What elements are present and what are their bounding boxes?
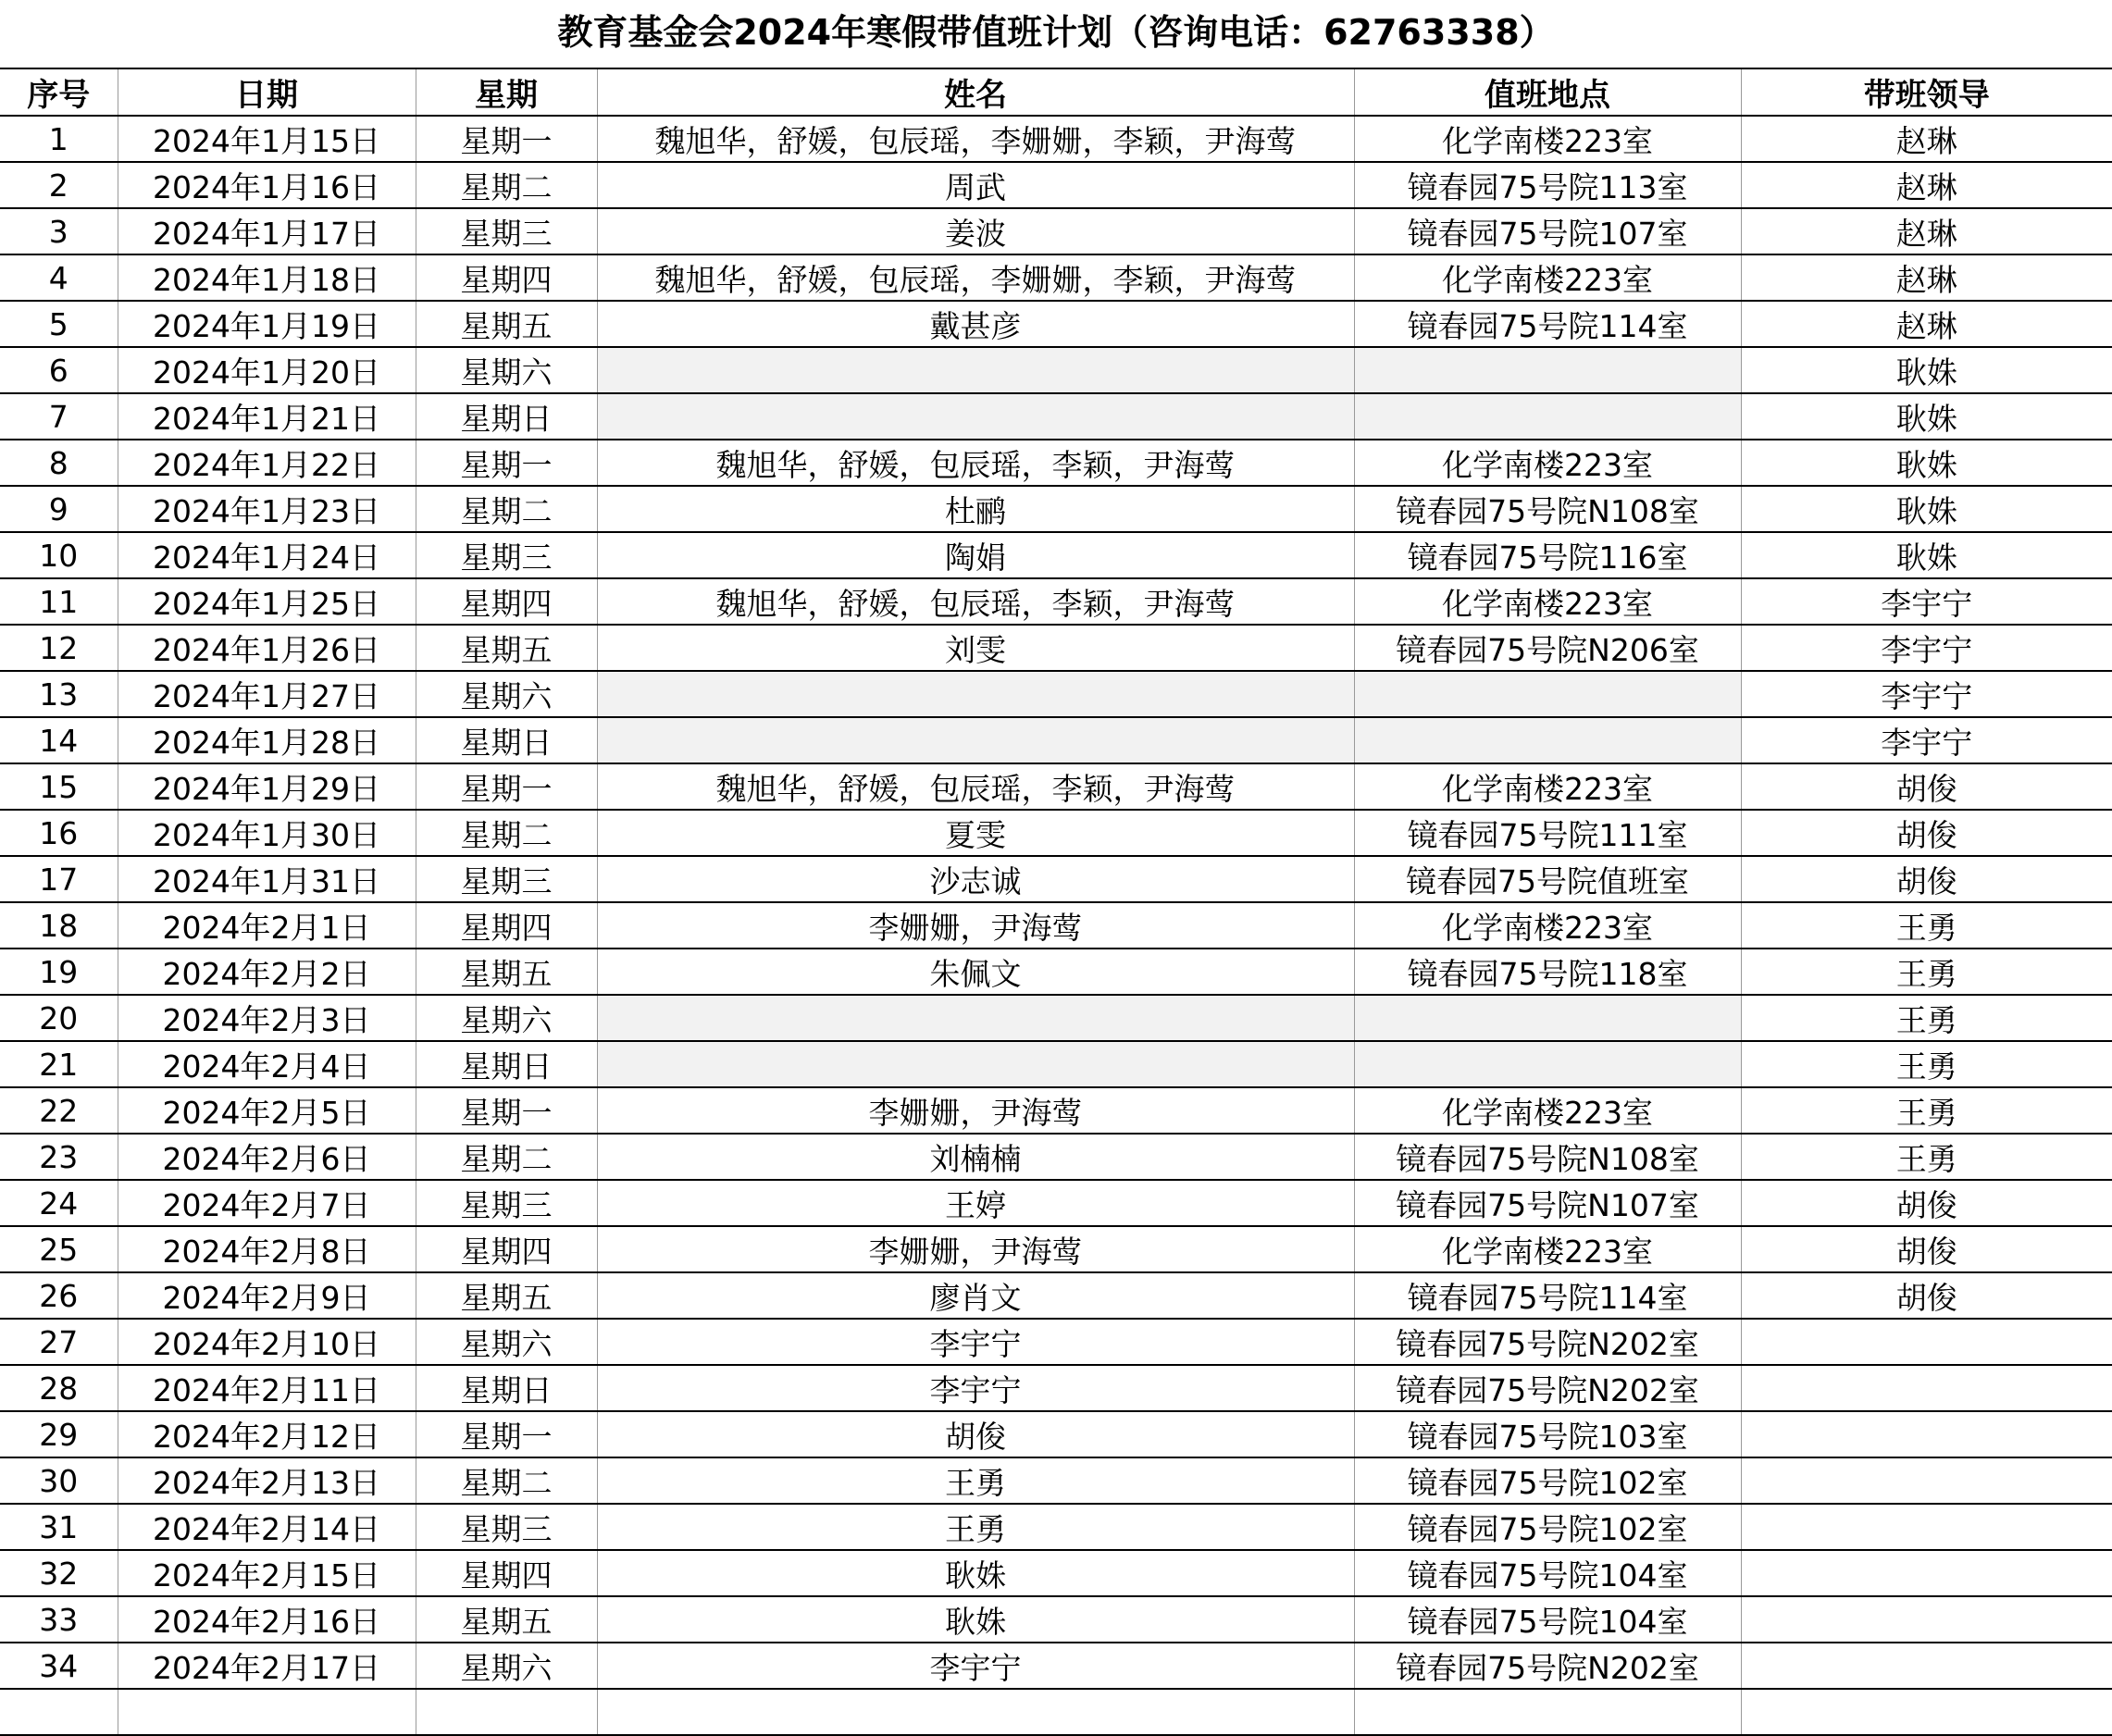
filler-cell bbox=[597, 1689, 1354, 1735]
cell-names: 王婷 bbox=[597, 1180, 1354, 1226]
cell-location: 化学南楼223室 bbox=[1354, 763, 1741, 810]
cell-weekday: 星期一 bbox=[416, 116, 597, 162]
cell-date: 2024年2月15日 bbox=[118, 1550, 416, 1596]
cell-index: 33 bbox=[0, 1596, 118, 1643]
cell-leader bbox=[1741, 1411, 2112, 1457]
cell-weekday: 星期日 bbox=[416, 1365, 597, 1411]
cell-index: 31 bbox=[0, 1504, 118, 1550]
cell-names bbox=[597, 1041, 1354, 1087]
cell-date: 2024年1月30日 bbox=[118, 810, 416, 856]
header-weekday: 星期 bbox=[416, 68, 597, 116]
cell-leader: 王勇 bbox=[1741, 1041, 2112, 1087]
cell-leader: 耿姝 bbox=[1741, 347, 2112, 393]
cell-names: 李宇宁 bbox=[597, 1319, 1354, 1365]
cell-names: 王勇 bbox=[597, 1504, 1354, 1550]
cell-date: 2024年2月14日 bbox=[118, 1504, 416, 1550]
cell-weekday: 星期五 bbox=[416, 949, 597, 995]
table-row bbox=[0, 1550, 2112, 1596]
cell-index: 20 bbox=[0, 995, 118, 1041]
table-row bbox=[0, 810, 2112, 856]
cell-date: 2024年1月15日 bbox=[118, 116, 416, 162]
cell-location: 镜春园75号院102室 bbox=[1354, 1504, 1741, 1550]
cell-names: 胡俊 bbox=[597, 1411, 1354, 1457]
header-index: 序号 bbox=[0, 68, 118, 116]
cell-location: 镜春园75号院N108室 bbox=[1354, 486, 1741, 532]
table-body bbox=[0, 116, 2112, 1735]
table-row bbox=[0, 1319, 2112, 1365]
table-row bbox=[0, 393, 2112, 440]
cell-location bbox=[1354, 393, 1741, 440]
filler-cell bbox=[0, 1689, 118, 1735]
cell-index: 19 bbox=[0, 949, 118, 995]
cell-date: 2024年1月20日 bbox=[118, 347, 416, 393]
cell-date: 2024年2月13日 bbox=[118, 1457, 416, 1504]
cell-names: 沙志诚 bbox=[597, 856, 1354, 902]
table-row bbox=[0, 1457, 2112, 1504]
cell-names: 陶娟 bbox=[597, 532, 1354, 578]
cell-location bbox=[1354, 717, 1741, 763]
cell-leader bbox=[1741, 1319, 2112, 1365]
cell-weekday: 星期二 bbox=[416, 162, 597, 208]
header-leader: 带班领导 bbox=[1741, 68, 2112, 116]
cell-weekday: 星期日 bbox=[416, 393, 597, 440]
cell-names: 魏旭华，舒媛，包辰瑶，李姗姗，李颖，尹海莺 bbox=[597, 116, 1354, 162]
filler-cell bbox=[1741, 1689, 2112, 1735]
cell-names bbox=[597, 347, 1354, 393]
cell-location: 镜春园75号院114室 bbox=[1354, 301, 1741, 347]
cell-index: 14 bbox=[0, 717, 118, 763]
cell-date: 2024年1月21日 bbox=[118, 393, 416, 440]
table-row bbox=[0, 578, 2112, 625]
cell-leader bbox=[1741, 1504, 2112, 1550]
header-names: 姓名 bbox=[597, 68, 1354, 116]
cell-location bbox=[1354, 671, 1741, 717]
cell-leader bbox=[1741, 1365, 2112, 1411]
cell-date: 2024年2月3日 bbox=[118, 995, 416, 1041]
table-row bbox=[0, 902, 2112, 949]
cell-names: 杜鹂 bbox=[597, 486, 1354, 532]
cell-weekday: 星期三 bbox=[416, 856, 597, 902]
table-row bbox=[0, 949, 2112, 995]
cell-names: 戴甚彦 bbox=[597, 301, 1354, 347]
table-row bbox=[0, 717, 2112, 763]
cell-leader bbox=[1741, 1457, 2112, 1504]
cell-location bbox=[1354, 995, 1741, 1041]
cell-location bbox=[1354, 347, 1741, 393]
cell-location: 镜春园75号院104室 bbox=[1354, 1596, 1741, 1643]
cell-location: 镜春园75号院116室 bbox=[1354, 532, 1741, 578]
table-row bbox=[0, 625, 2112, 671]
cell-leader bbox=[1741, 1596, 2112, 1643]
cell-index: 24 bbox=[0, 1180, 118, 1226]
cell-index: 2 bbox=[0, 162, 118, 208]
cell-index: 5 bbox=[0, 301, 118, 347]
page-title: 教育基金会2024年寒假带值班计划（咨询电话：62763338） bbox=[557, 12, 1555, 53]
cell-leader: 王勇 bbox=[1741, 995, 2112, 1041]
table-row bbox=[0, 995, 2112, 1041]
cell-names: 刘雯 bbox=[597, 625, 1354, 671]
table-row bbox=[0, 1087, 2112, 1134]
cell-names: 李宇宁 bbox=[597, 1365, 1354, 1411]
cell-index: 34 bbox=[0, 1643, 118, 1689]
cell-weekday: 星期五 bbox=[416, 301, 597, 347]
cell-location: 镜春园75号院118室 bbox=[1354, 949, 1741, 995]
cell-leader: 赵琳 bbox=[1741, 254, 2112, 301]
table-row bbox=[0, 1180, 2112, 1226]
cell-index: 12 bbox=[0, 625, 118, 671]
cell-location: 镜春园75号院102室 bbox=[1354, 1457, 1741, 1504]
filler-cell bbox=[118, 1689, 416, 1735]
cell-leader bbox=[1741, 1550, 2112, 1596]
cell-weekday: 星期二 bbox=[416, 810, 597, 856]
header-row bbox=[0, 68, 2112, 116]
table-row bbox=[0, 347, 2112, 393]
cell-index: 10 bbox=[0, 532, 118, 578]
cell-index: 25 bbox=[0, 1226, 118, 1272]
cell-names: 周武 bbox=[597, 162, 1354, 208]
cell-location: 镜春园75号院107室 bbox=[1354, 208, 1741, 254]
cell-date: 2024年1月27日 bbox=[118, 671, 416, 717]
cell-leader: 王勇 bbox=[1741, 902, 2112, 949]
table-row bbox=[0, 1365, 2112, 1411]
cell-leader: 耿姝 bbox=[1741, 393, 2112, 440]
cell-leader: 赵琳 bbox=[1741, 208, 2112, 254]
cell-leader: 赵琳 bbox=[1741, 116, 2112, 162]
cell-index: 4 bbox=[0, 254, 118, 301]
cell-names: 李姗姗，尹海莺 bbox=[597, 902, 1354, 949]
table-row bbox=[0, 116, 2112, 162]
cell-location: 镜春园75号院值班室 bbox=[1354, 856, 1741, 902]
cell-location: 镜春园75号院N202室 bbox=[1354, 1319, 1741, 1365]
cell-location: 镜春园75号院114室 bbox=[1354, 1272, 1741, 1319]
cell-weekday: 星期三 bbox=[416, 1180, 597, 1226]
cell-date: 2024年2月4日 bbox=[118, 1041, 416, 1087]
table-row bbox=[0, 486, 2112, 532]
cell-weekday: 星期一 bbox=[416, 1087, 597, 1134]
cell-leader: 赵琳 bbox=[1741, 301, 2112, 347]
cell-date: 2024年1月31日 bbox=[118, 856, 416, 902]
cell-location: 镜春园75号院N202室 bbox=[1354, 1365, 1741, 1411]
cell-index: 28 bbox=[0, 1365, 118, 1411]
cell-location: 镜春园75号院103室 bbox=[1354, 1411, 1741, 1457]
cell-date: 2024年1月22日 bbox=[118, 440, 416, 486]
cell-names: 李姗姗，尹海莺 bbox=[597, 1226, 1354, 1272]
header-date: 日期 bbox=[118, 68, 416, 116]
cell-leader: 王勇 bbox=[1741, 1134, 2112, 1180]
filler-row bbox=[0, 1689, 2112, 1735]
cell-location: 镜春园75号院N108室 bbox=[1354, 1134, 1741, 1180]
cell-weekday: 星期一 bbox=[416, 1411, 597, 1457]
cell-names: 廖肖文 bbox=[597, 1272, 1354, 1319]
cell-index: 16 bbox=[0, 810, 118, 856]
cell-index: 27 bbox=[0, 1319, 118, 1365]
cell-date: 2024年1月25日 bbox=[118, 578, 416, 625]
cell-date: 2024年2月1日 bbox=[118, 902, 416, 949]
cell-index: 6 bbox=[0, 347, 118, 393]
table-row bbox=[0, 1504, 2112, 1550]
cell-index: 3 bbox=[0, 208, 118, 254]
cell-index: 22 bbox=[0, 1087, 118, 1134]
cell-names: 朱佩文 bbox=[597, 949, 1354, 995]
cell-leader: 耿姝 bbox=[1741, 532, 2112, 578]
cell-names: 魏旭华，舒媛，包辰瑶，李颖，尹海莺 bbox=[597, 440, 1354, 486]
table-row bbox=[0, 254, 2112, 301]
cell-date: 2024年2月12日 bbox=[118, 1411, 416, 1457]
cell-names: 刘楠楠 bbox=[597, 1134, 1354, 1180]
cell-weekday: 星期四 bbox=[416, 578, 597, 625]
cell-weekday: 星期三 bbox=[416, 1504, 597, 1550]
table-row bbox=[0, 301, 2112, 347]
cell-index: 15 bbox=[0, 763, 118, 810]
table-row bbox=[0, 208, 2112, 254]
cell-index: 32 bbox=[0, 1550, 118, 1596]
cell-index: 30 bbox=[0, 1457, 118, 1504]
cell-names bbox=[597, 393, 1354, 440]
cell-leader: 胡俊 bbox=[1741, 763, 2112, 810]
cell-leader: 赵琳 bbox=[1741, 162, 2112, 208]
cell-names: 耿姝 bbox=[597, 1596, 1354, 1643]
cell-leader: 胡俊 bbox=[1741, 1272, 2112, 1319]
cell-names bbox=[597, 671, 1354, 717]
cell-weekday: 星期六 bbox=[416, 1643, 597, 1689]
cell-weekday: 星期六 bbox=[416, 671, 597, 717]
cell-location: 化学南楼223室 bbox=[1354, 440, 1741, 486]
cell-weekday: 星期四 bbox=[416, 902, 597, 949]
cell-weekday: 星期日 bbox=[416, 717, 597, 763]
cell-leader: 耿姝 bbox=[1741, 486, 2112, 532]
table-row bbox=[0, 1041, 2112, 1087]
cell-date: 2024年1月24日 bbox=[118, 532, 416, 578]
cell-date: 2024年2月7日 bbox=[118, 1180, 416, 1226]
table-row bbox=[0, 532, 2112, 578]
cell-date: 2024年1月26日 bbox=[118, 625, 416, 671]
cell-date: 2024年2月17日 bbox=[118, 1643, 416, 1689]
cell-weekday: 星期三 bbox=[416, 208, 597, 254]
cell-date: 2024年1月28日 bbox=[118, 717, 416, 763]
table-row bbox=[0, 671, 2112, 717]
cell-leader: 李宇宁 bbox=[1741, 578, 2112, 625]
cell-date: 2024年2月8日 bbox=[118, 1226, 416, 1272]
cell-weekday: 星期六 bbox=[416, 1319, 597, 1365]
cell-date: 2024年1月16日 bbox=[118, 162, 416, 208]
cell-location: 镜春园75号院N107室 bbox=[1354, 1180, 1741, 1226]
cell-index: 23 bbox=[0, 1134, 118, 1180]
table-row bbox=[0, 856, 2112, 902]
cell-location: 化学南楼223室 bbox=[1354, 116, 1741, 162]
cell-index: 26 bbox=[0, 1272, 118, 1319]
cell-location: 化学南楼223室 bbox=[1354, 254, 1741, 301]
cell-names bbox=[597, 995, 1354, 1041]
cell-names: 耿姝 bbox=[597, 1550, 1354, 1596]
cell-leader: 王勇 bbox=[1741, 949, 2112, 995]
cell-date: 2024年2月9日 bbox=[118, 1272, 416, 1319]
cell-leader: 胡俊 bbox=[1741, 810, 2112, 856]
table-row bbox=[0, 763, 2112, 810]
filler-cell bbox=[416, 1689, 597, 1735]
cell-names bbox=[597, 717, 1354, 763]
cell-location: 镜春园75号院111室 bbox=[1354, 810, 1741, 856]
cell-index: 17 bbox=[0, 856, 118, 902]
cell-weekday: 星期一 bbox=[416, 440, 597, 486]
cell-leader: 胡俊 bbox=[1741, 1180, 2112, 1226]
cell-index: 11 bbox=[0, 578, 118, 625]
cell-weekday: 星期五 bbox=[416, 625, 597, 671]
cell-weekday: 星期日 bbox=[416, 1041, 597, 1087]
cell-date: 2024年2月11日 bbox=[118, 1365, 416, 1411]
cell-index: 1 bbox=[0, 116, 118, 162]
cell-weekday: 星期二 bbox=[416, 486, 597, 532]
cell-leader: 胡俊 bbox=[1741, 856, 2112, 902]
cell-weekday: 星期四 bbox=[416, 1550, 597, 1596]
cell-weekday: 星期一 bbox=[416, 763, 597, 810]
cell-location: 镜春园75号院104室 bbox=[1354, 1550, 1741, 1596]
cell-weekday: 星期四 bbox=[416, 1226, 597, 1272]
table-row bbox=[0, 1272, 2112, 1319]
cell-date: 2024年2月2日 bbox=[118, 949, 416, 995]
cell-leader: 李宇宁 bbox=[1741, 717, 2112, 763]
table-row bbox=[0, 1411, 2112, 1457]
cell-index: 7 bbox=[0, 393, 118, 440]
cell-index: 18 bbox=[0, 902, 118, 949]
table-row bbox=[0, 162, 2112, 208]
cell-weekday: 星期二 bbox=[416, 1134, 597, 1180]
cell-weekday: 星期六 bbox=[416, 347, 597, 393]
header-location: 值班地点 bbox=[1354, 68, 1741, 116]
cell-index: 13 bbox=[0, 671, 118, 717]
cell-leader bbox=[1741, 1643, 2112, 1689]
cell-weekday: 星期三 bbox=[416, 532, 597, 578]
table-row bbox=[0, 1643, 2112, 1689]
cell-date: 2024年1月18日 bbox=[118, 254, 416, 301]
cell-leader: 胡俊 bbox=[1741, 1226, 2112, 1272]
cell-index: 29 bbox=[0, 1411, 118, 1457]
table-row bbox=[0, 1596, 2112, 1643]
cell-date: 2024年1月29日 bbox=[118, 763, 416, 810]
cell-names: 王勇 bbox=[597, 1457, 1354, 1504]
cell-leader: 王勇 bbox=[1741, 1087, 2112, 1134]
cell-date: 2024年1月19日 bbox=[118, 301, 416, 347]
cell-location: 镜春园75号院N206室 bbox=[1354, 625, 1741, 671]
table-row bbox=[0, 1226, 2112, 1272]
cell-location: 化学南楼223室 bbox=[1354, 1226, 1741, 1272]
cell-weekday: 星期二 bbox=[416, 1457, 597, 1504]
cell-date: 2024年1月23日 bbox=[118, 486, 416, 532]
cell-names: 魏旭华，舒媛，包辰瑶，李颖，尹海莺 bbox=[597, 763, 1354, 810]
table-row bbox=[0, 1134, 2112, 1180]
cell-location bbox=[1354, 1041, 1741, 1087]
cell-leader: 李宇宁 bbox=[1741, 625, 2112, 671]
cell-date: 2024年2月10日 bbox=[118, 1319, 416, 1365]
cell-names: 魏旭华，舒媛，包辰瑶，李姗姗，李颖，尹海莺 bbox=[597, 254, 1354, 301]
cell-index: 21 bbox=[0, 1041, 118, 1087]
cell-location: 化学南楼223室 bbox=[1354, 578, 1741, 625]
duty-schedule-table bbox=[0, 68, 2112, 1736]
cell-leader: 耿姝 bbox=[1741, 440, 2112, 486]
cell-date: 2024年2月5日 bbox=[118, 1087, 416, 1134]
cell-weekday: 星期五 bbox=[416, 1596, 597, 1643]
cell-weekday: 星期四 bbox=[416, 254, 597, 301]
cell-leader: 李宇宁 bbox=[1741, 671, 2112, 717]
filler-cell bbox=[1354, 1689, 1741, 1735]
cell-location: 化学南楼223室 bbox=[1354, 902, 1741, 949]
cell-index: 9 bbox=[0, 486, 118, 532]
cell-index: 8 bbox=[0, 440, 118, 486]
cell-names: 李姗姗，尹海莺 bbox=[597, 1087, 1354, 1134]
cell-weekday: 星期六 bbox=[416, 995, 597, 1041]
cell-date: 2024年2月16日 bbox=[118, 1596, 416, 1643]
cell-weekday: 星期五 bbox=[416, 1272, 597, 1319]
cell-names: 夏雯 bbox=[597, 810, 1354, 856]
cell-names: 姜波 bbox=[597, 208, 1354, 254]
cell-date: 2024年1月17日 bbox=[118, 208, 416, 254]
cell-names: 魏旭华，舒媛，包辰瑶，李颖，尹海莺 bbox=[597, 578, 1354, 625]
cell-location: 镜春园75号院113室 bbox=[1354, 162, 1741, 208]
cell-names: 李宇宁 bbox=[597, 1643, 1354, 1689]
cell-location: 化学南楼223室 bbox=[1354, 1087, 1741, 1134]
cell-location: 镜春园75号院N202室 bbox=[1354, 1643, 1741, 1689]
cell-date: 2024年2月6日 bbox=[118, 1134, 416, 1180]
table-row bbox=[0, 440, 2112, 486]
